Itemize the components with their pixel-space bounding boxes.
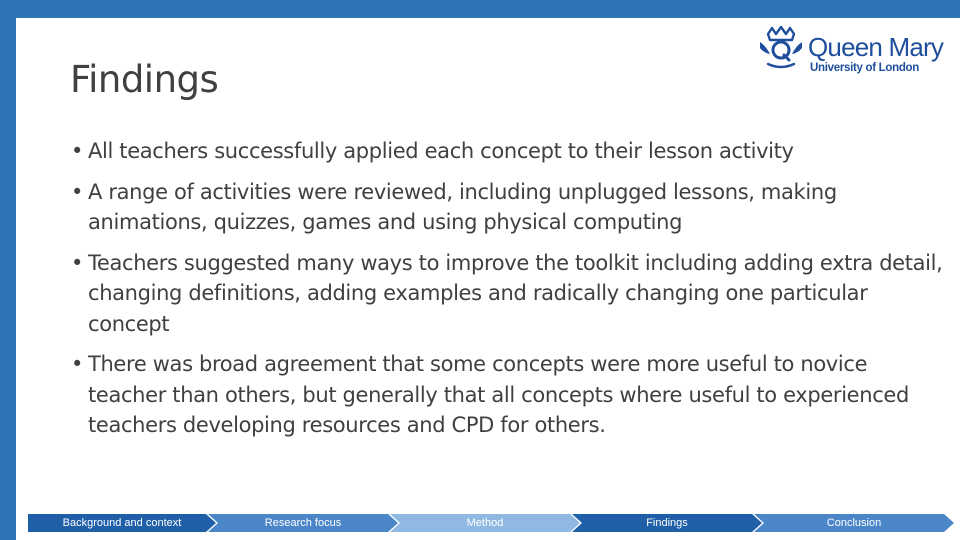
nav-step-label: Method xyxy=(466,517,504,529)
slide xyxy=(16,18,960,540)
nav-step-findings[interactable] xyxy=(572,514,762,532)
bullet-marker: • xyxy=(71,250,84,275)
findings-list xyxy=(71,136,951,451)
crown-icon xyxy=(758,26,804,70)
nav-step-research-focus[interactable] xyxy=(208,514,398,532)
list-item xyxy=(71,136,951,167)
nav-step-label: Background and context xyxy=(62,517,182,529)
nav-step-background[interactable] xyxy=(28,514,216,532)
nav-step-label: Findings xyxy=(646,517,688,529)
bullet-text: There was broad agreement that some concepts were more useful to novice teacher than others, but generally that all concepts where useful to experienced teachers developing resources and CPD for others. xyxy=(88,352,909,437)
bullet-marker: • xyxy=(71,179,84,204)
logo-name: Queen Mary xyxy=(808,32,944,62)
bullet-marker: • xyxy=(71,352,84,376)
nav-step-method[interactable] xyxy=(390,514,580,532)
nav-step-label: Conclusion xyxy=(826,517,882,529)
list-item xyxy=(71,248,951,340)
slide-title: Findings xyxy=(70,58,219,101)
bullet-text: A range of activities were reviewed, including unplugged lessons, making animations, quizzes, games and using physical computing xyxy=(88,179,837,234)
bullet-text: All teachers successfully applied each concept to their lesson activity xyxy=(88,139,794,163)
logo-subtitle: University of London xyxy=(810,62,920,74)
list-item xyxy=(71,177,951,238)
bullet-text: Teachers suggested many ways to improve the toolkit including adding extra detail, changing definitions, adding examples and radically changing one particular concept xyxy=(88,250,943,336)
bullet-marker: • xyxy=(71,139,84,163)
section-progress-nav xyxy=(28,514,958,532)
nav-step-label: Research focus xyxy=(264,517,342,529)
university-logo xyxy=(758,24,948,80)
nav-step-conclusion[interactable] xyxy=(754,514,954,532)
list-item xyxy=(71,349,951,441)
